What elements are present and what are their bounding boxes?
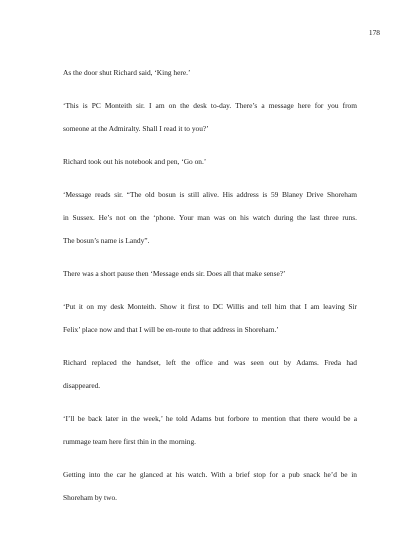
paragraph-line: Richard replaced the handset, left the office and was seen out by Adams. Freda had [63, 358, 357, 367]
paragraph-line: There was a short pause then ‘Message ends sir. Does all that make sense?’ [63, 269, 286, 278]
paragraph-line: disappeared. [63, 381, 101, 390]
paragraph-line: in Sussex. He’s not on the ‘phone. Your man was on his watch during the last three runs. [63, 213, 357, 222]
page-number: 178 [368, 28, 380, 37]
paragraph-line: ‘This is PC Monteith sir. I am on the desk to-day. There’s a message here for you from [63, 101, 357, 110]
paragraph-line: someone at the Admiralty. Shall I read it to you?’ [63, 124, 209, 133]
paragraph-line: ‘Message reads sir. “The old bosun is still alive. His address is 59 Blaney Drive Shoreham [63, 190, 357, 199]
paragraph-line: ‘I’ll be back later in the week,’ he told Adams but forbore to mention that there would be a [63, 414, 357, 423]
paragraph-line: As the door shut Richard said, ‘King here.’ [63, 68, 191, 77]
paragraph-line: Felix’ place now and that I will be en-route to that address in Shoreham.’ [63, 325, 279, 334]
paragraph-line: The bosun’s name is Landy”. [63, 236, 150, 245]
paragraph-line: rummage team here first thin in the morning. [63, 437, 196, 446]
paragraph-line: Shoreham by two. [63, 493, 117, 502]
paragraph-line: Getting into the car he glanced at his watch. With a brief stop for a pub snack he’d be in [63, 470, 357, 479]
paragraph-line: Richard took out his notebook and pen, ‘Go on.’ [63, 157, 207, 166]
paragraph-line: ‘Put it on my desk Monteith. Show it first to DC Willis and tell him that I am leaving Sir [63, 302, 357, 311]
